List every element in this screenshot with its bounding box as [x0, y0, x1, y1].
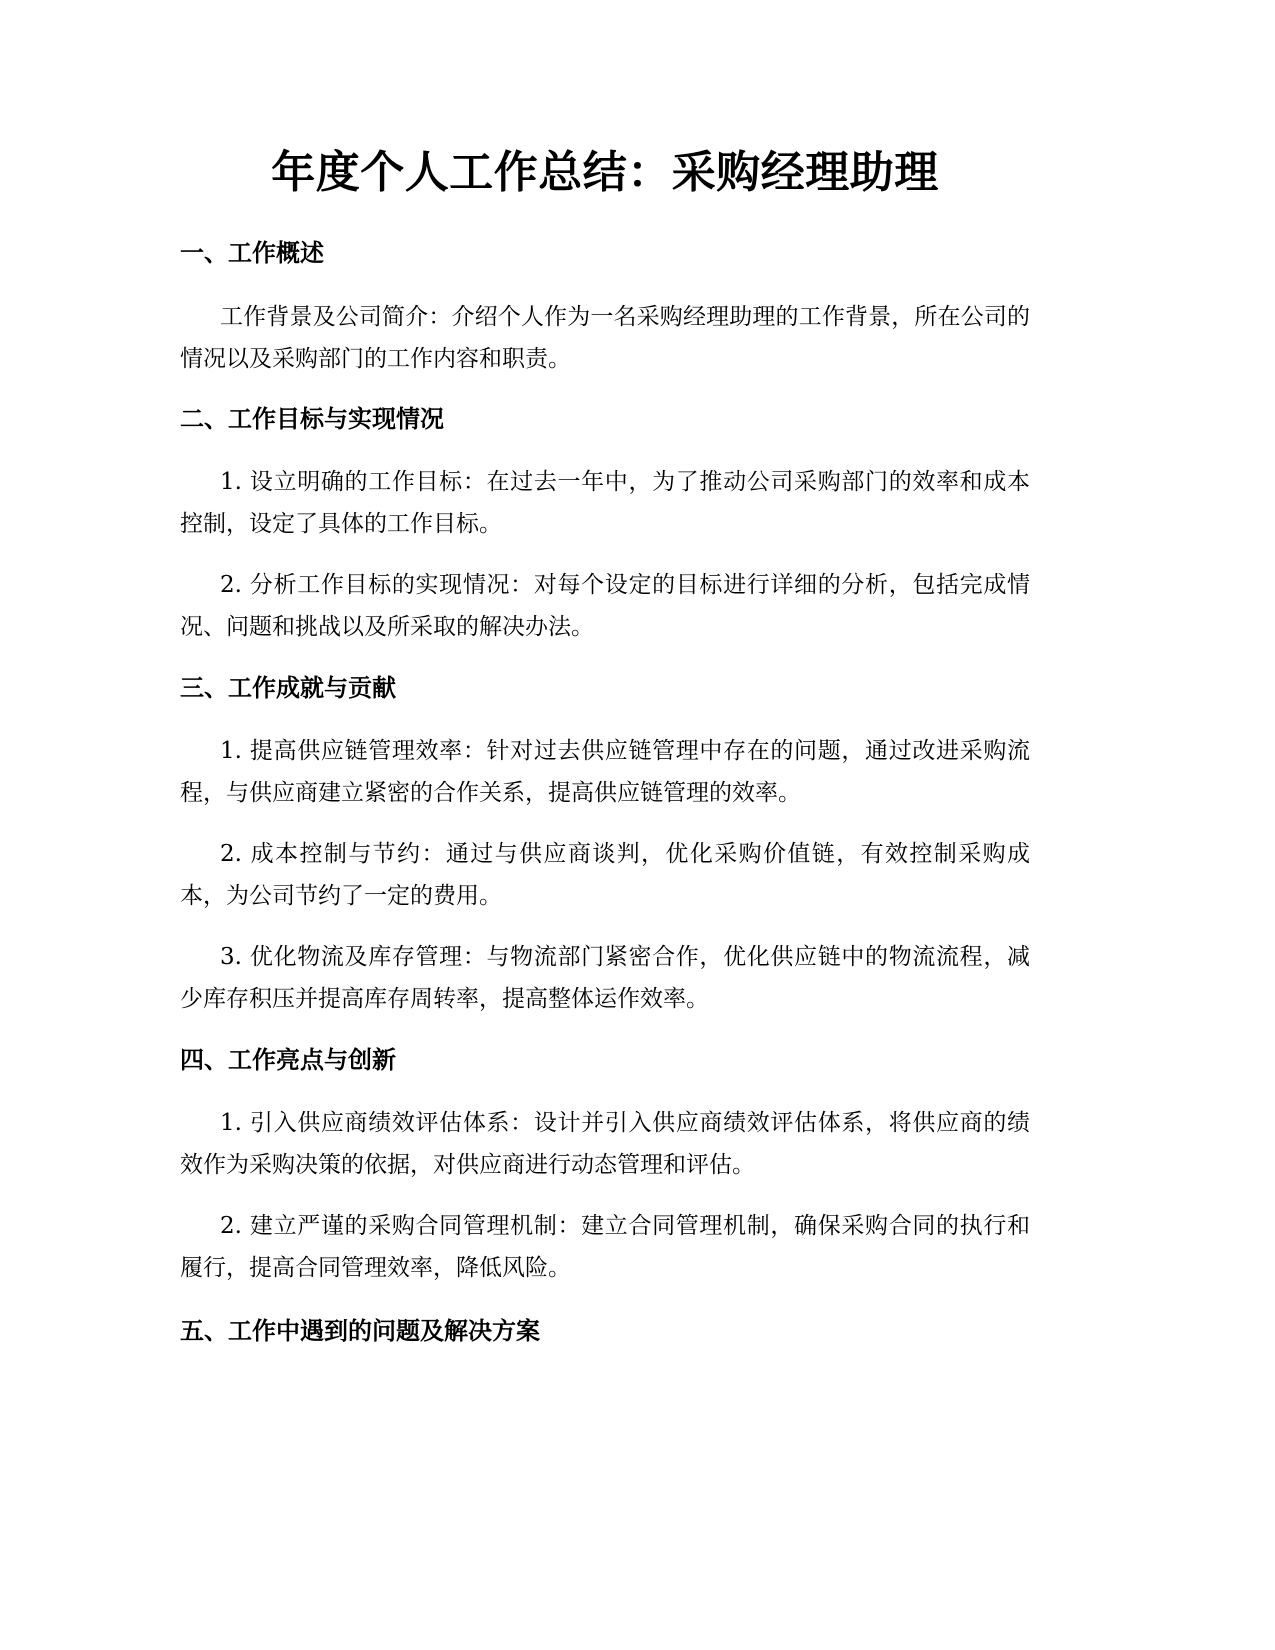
paragraph-overview: 工作背景及公司简介：介绍个人作为一名采购经理助理的工作背景，所在公司的情况以及采购部门的工作内容和职责。 [180, 304, 1030, 372]
section-heading-problems: 五、工作中遇到的问题及解决方案 [180, 1317, 540, 1345]
paragraph-highlights-2: 2. 建立严谨的采购合同管理机制：建立合同管理机制，确保采购合同的执行和履行，提高合同管理效率，降低风险。 [180, 1213, 1030, 1281]
paragraph-achievements-2: 2. 成本控制与节约：通过与供应商谈判，优化采购价值链，有效控制采购成本，为公司节约了一定的费用。 [180, 841, 1030, 909]
paragraph-highlights-1: 1. 引入供应商绩效评估体系：设计并引入供应商绩效评估体系，将供应商的绩效作为采购决策的依据，对供应商进行动态管理和评估。 [180, 1110, 1030, 1178]
section-heading-highlights: 四、工作亮点与创新 [180, 1046, 396, 1074]
document-title: 年度个人工作总结：采购经理助理 [271, 147, 939, 198]
paragraph-goals-2: 2. 分析工作目标的实现情况：对每个设定的目标进行详细的分析，包括完成情况、问题和挑战以及所采取的解决办法。 [180, 572, 1030, 640]
paragraph-achievements-3: 3. 优化物流及库存管理：与物流部门紧密合作，优化供应链中的物流流程，减少库存积压并提高库存周转率，提高整体运作效率。 [180, 944, 1030, 1012]
paragraph-achievements-1: 1. 提高供应链管理效率：针对过去供应链管理中存在的问题，通过改进采购流程，与供应商建立紧密的合作关系，提高供应链管理的效率。 [180, 738, 1030, 806]
section-heading-achievements: 三、工作成就与贡献 [180, 674, 396, 702]
section-heading-overview: 一、工作概述 [180, 239, 324, 267]
section-heading-goals: 二、工作目标与实现情况 [180, 405, 444, 433]
paragraph-goals-1: 1. 设立明确的工作目标：在过去一年中，为了推动公司采购部门的效率和成本控制，设定了具体的工作目标。 [180, 469, 1030, 537]
